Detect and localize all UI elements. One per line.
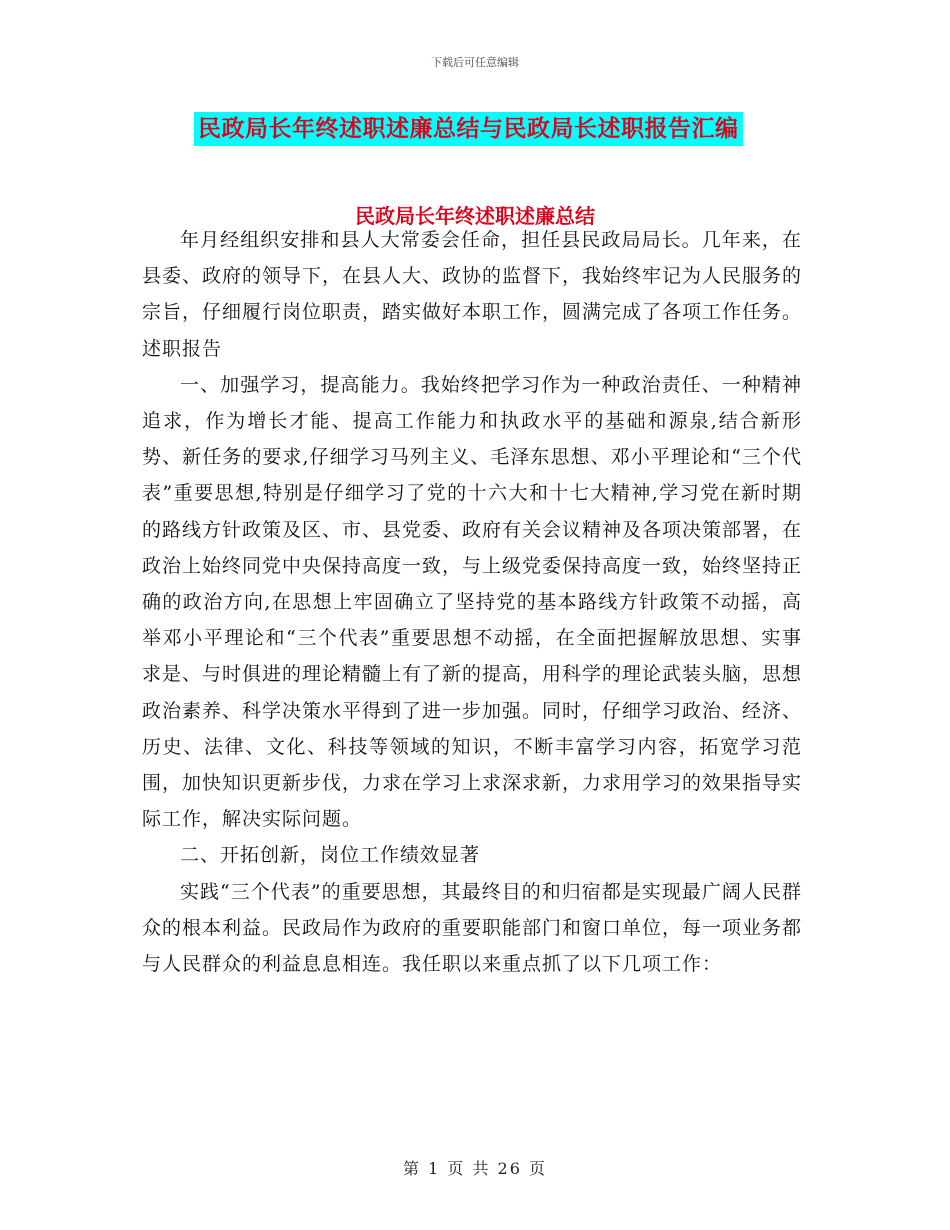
paragraph-practice: 实践“三个代表”的重要思想，其最终目的和归宿都是实现最广阔人民群众的根本利益。民政局作为政府的重要职能部门和窗口单位，每一项业务都与人民群众的利益息息相连。我任职以来重点抓了以下几项工作： bbox=[142, 880, 803, 976]
paragraph-study: 一、加强学习，提高能力。我始终把学习作为一种政治责任、一种精神追求，作为增长才能、提高工作能力和执政水平的基础和源泉,结合新形势、新任务的要求,仔细学习马列主义、毛泽东思想、邓小平理论和“三个代表”重要思想,特别是仔细学习了党的十六大和十七大精神,学习党在新时期的路线方针政策及区、市、县党委、政府有关会议精神及各项决策部署，在政治上始终同党中央保持高度一致，与上级党委保持高度一致，始终坚持正确的政治方向,在思想上牢固确立了坚持党的基本路线方针政策不动摇，高举邓小平理论和“三个代表”重要思想不动摇，在全面把握解放思想、实事求是、与时俱进的理论精髓上有了新的提高，用科学的理论武装头脑，思想政治素养、科学决策水平得到了进一步加强。同时，仔细学习政治、经济、历史、法律、文化、科技等领域的知识，不断丰富学习内容，拓宽学习范围，加快知识更新步伐，力求在学习上求深求新，力求用学习的效果指导实际工作，解决实际问题。 bbox=[142, 373, 803, 831]
page-footer: 第 1 页 共 26 页 bbox=[403, 1159, 547, 1178]
body-text bbox=[142, 222, 802, 982]
paragraph-intro: 年月经组织安排和县人大常委会任命，担任县民政局局长。几年来，在县委、政府的领导下，在县人大、政协的监督下，我始终牢记为人民服务的宗旨，仔细履行岗位职责，踏实做好本职工作，圆满完成了各项工作任务。述职报告 bbox=[142, 229, 803, 360]
paragraph-heading-innovation: 二、开拓创新，岗位工作绩效显著 bbox=[180, 844, 481, 867]
document-title: 民政局长年终述职述廉总结与民政局长述职报告汇编 bbox=[194, 112, 743, 146]
section-title: 民政局长年终述职述廉总结 bbox=[355, 204, 595, 228]
header-note: 下载后可任意编辑 bbox=[431, 56, 519, 69]
